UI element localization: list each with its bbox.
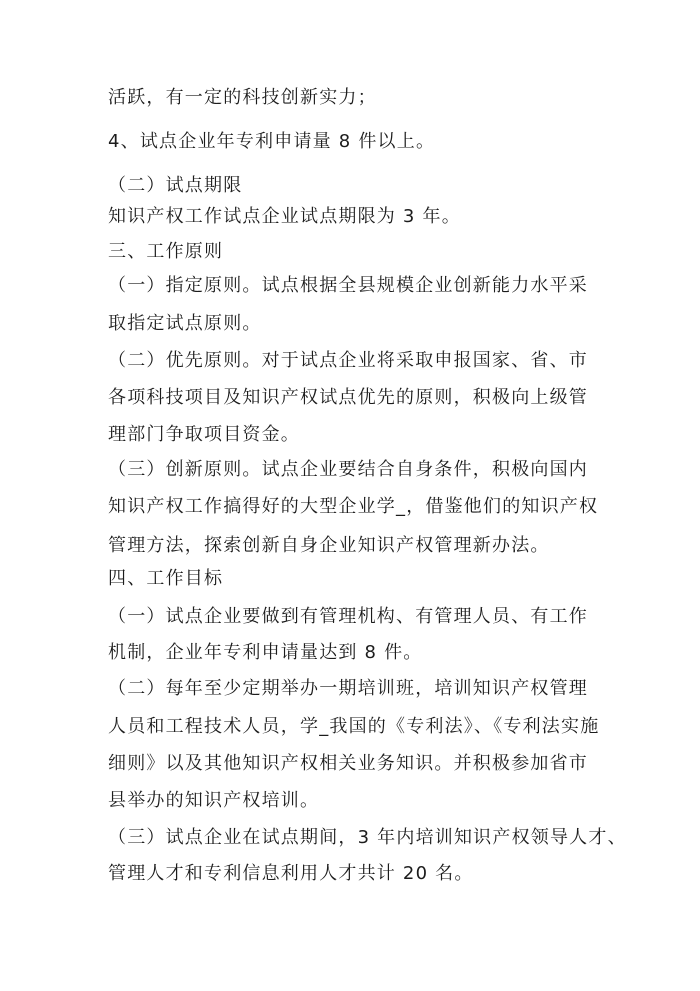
text-line-10: 理部门争取项目资金。	[108, 424, 300, 445]
text-line-6: （一）指定原则。试点根据全县规模企业创新能力水平采	[108, 275, 588, 296]
text-line-1: 活跃，有一定的科技创新实力；	[108, 87, 377, 108]
text-line-21: （三）试点企业在试点期间，3 年内培训知识产权领导人才、	[108, 827, 627, 848]
text-line-13: 管理方法，探索创新自身企业知识产权管理新办法。	[108, 535, 550, 556]
text-line-16: 机制，企业年专利申请量达到 8 件。	[108, 642, 423, 663]
text-line-18: 人员和工程技术人员，学_我国的《专利法》、《专利法实施	[108, 716, 600, 737]
text-line-11: （三）创新原则。试点企业要结合自身条件，积极向国内	[108, 459, 588, 480]
text-line-4: 知识产权工作试点企业试点期限为 3 年。	[108, 206, 461, 227]
text-line-9: 各项科技项目及知识产权试点优先的原则，积极向上级管	[108, 387, 588, 408]
text-line-14: 四、工作目标	[108, 568, 224, 589]
text-line-2: 4、试点企业年专利申请量 8 件以上。	[108, 131, 436, 152]
text-line-5: 三、工作原则	[108, 241, 224, 262]
text-line-3: （二）试点期限	[108, 175, 243, 196]
text-line-20: 县举办的知识产权培训。	[108, 790, 320, 811]
text-line-19: 细则》以及其他知识产权相关业务知识。并积极参加省市	[108, 753, 588, 774]
text-line-7: 取指定试点原则。	[108, 313, 262, 334]
text-line-22: 管理人才和专利信息利用人才共计 20 名。	[108, 863, 474, 884]
text-line-12: 知识产权工作搞得好的大型企业学_，借鉴他们的知识产权	[108, 496, 599, 517]
text-line-15: （一）试点企业要做到有管理机构、有管理人员、有工作	[108, 606, 588, 627]
text-line-8: （二）优先原则。对于试点企业将采取申报国家、省、市	[108, 350, 588, 371]
text-line-17: （二）每年至少定期举办一期培训班，培训知识产权管理	[108, 678, 588, 699]
